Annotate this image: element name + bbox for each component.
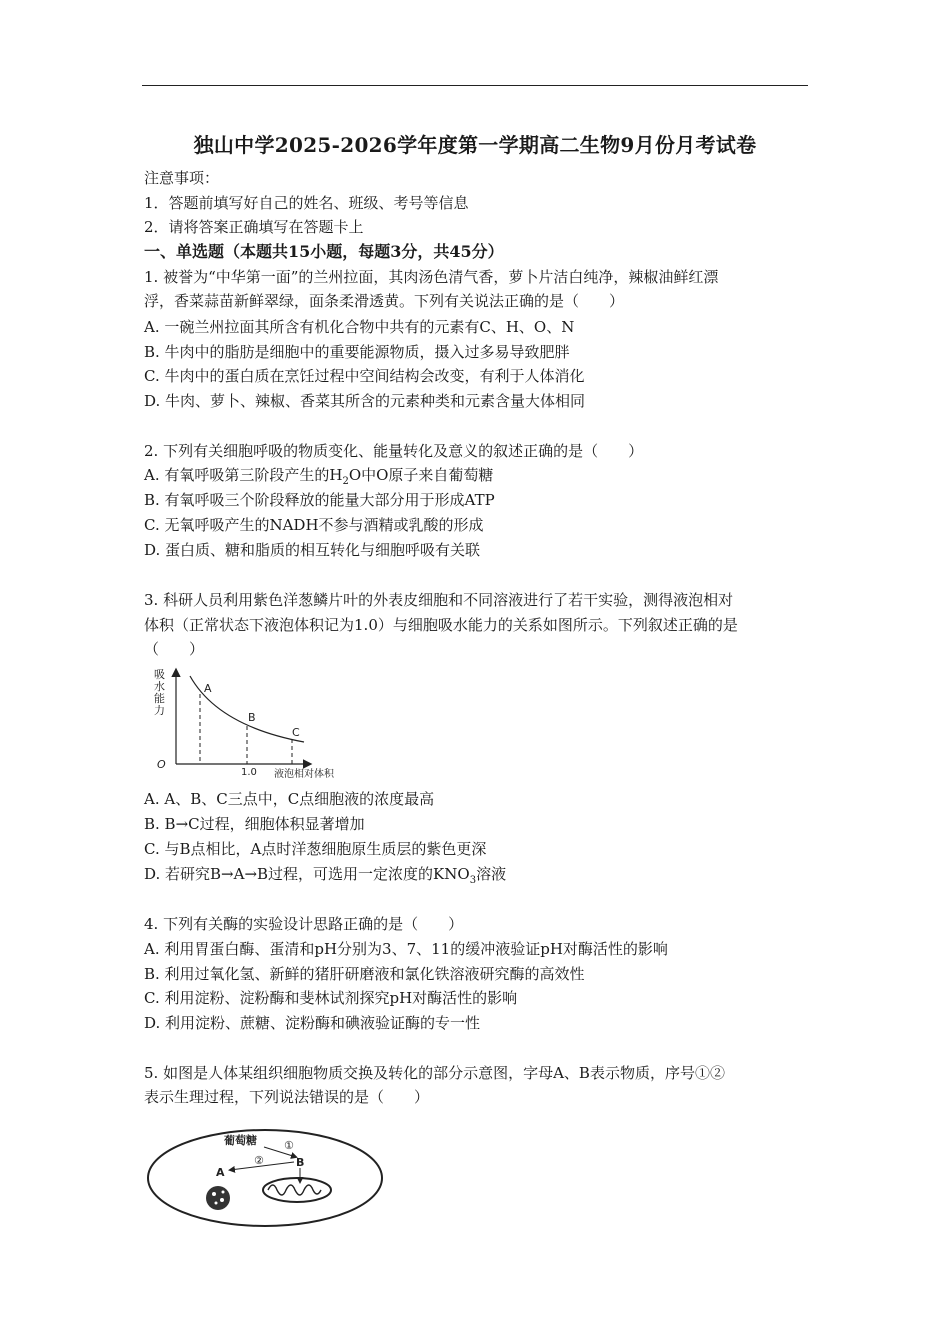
point-a-label: A (204, 682, 212, 695)
y-axis-label: 能 (154, 692, 165, 705)
q5-stem: 5. 如图是人体某组织细胞物质交换及转化的部分示意图，字母A、B表示物质，序号①② (144, 1064, 725, 1082)
q4-option-a: A. 利用胃蛋白酶、蛋清和pH分别为3、7、11的缓冲液验证pH对酶活性的影响 (144, 940, 668, 958)
y-axis-label: 水 (154, 680, 165, 693)
q2-option-d: D. 蛋白质、糖和脂质的相互转化与细胞呼吸有关联 (144, 541, 481, 559)
b-label: B (296, 1156, 305, 1169)
q5-figure (144, 1124, 390, 1236)
q1-option-b: B. 牛肉中的脂肪是细胞中的重要能源物质，摄入过多易导致肥胖 (144, 343, 570, 361)
header-rule (142, 85, 808, 86)
q2-option-b: B. 有氧呼吸三个阶段释放的能量大部分用于形成ATP (144, 491, 495, 509)
q5-stem: 表示生理过程，下列说法错误的是（ ） (144, 1088, 430, 1106)
q2-option-a: A. 有氧呼吸第三阶段产生的$H_2O$中O原子来自葡萄糖 (144, 466, 494, 487)
q1-stem: 1. 被誉为“中华第一面”的兰州拉面，其肉汤色清气香，萝卜片洁白纯净，辣椒油鲜红漂 (144, 268, 719, 286)
point-c-label: C (292, 726, 300, 739)
step-1-label: ① (284, 1139, 294, 1152)
q3-option-d: D. 若研究B→A→B过程，可选用一定浓度的$KNO_3$溶液 (144, 865, 507, 886)
step-2-label: ② (254, 1154, 264, 1167)
mitochondrion (263, 1178, 331, 1202)
q4-stem: 4. 下列有关酶的实验设计思路正确的是（ ） (144, 915, 464, 933)
q3-stem: 3. 科研人员利用紫色洋葱鳞片叶的外表皮细胞和不同溶液进行了若干实验，测得液泡相对 (144, 591, 734, 609)
q1-option-a: A. 一碗兰州拉面其所含有机化合物中共有的元素有C、H、O、N (144, 318, 575, 336)
section-heading: 一、单选题（本题共15小题，每题3分，共45分） (144, 242, 504, 261)
origin-label: O (157, 758, 166, 771)
q2-option-c: C. 无氧呼吸产生的NADH不参与酒精或乳酸的形成 (144, 516, 484, 534)
exam-title: 独山中学2025-2026学年度第一学期高二生物9月份月考试卷 (193, 133, 757, 157)
notice-item: 1．答题前填写好自己的姓名、班级、考号等信息 (144, 194, 469, 212)
a-label: A (216, 1166, 225, 1179)
q4-option-b: B. 利用过氧化氢、新鲜的猪肝研磨液和氯化铁溶液研究酶的高效性 (144, 965, 585, 983)
q4-option-d: D. 利用淀粉、蔗糖、淀粉酶和碘液验证酶的专一性 (144, 1014, 481, 1032)
x-axis-label: 液泡相对体积 (274, 769, 334, 780)
q3-option-b: B. B→C过程，细胞体积显著增加 (144, 815, 365, 833)
q1-option-d: D. 牛肉、萝卜、辣椒、香菜其所含的元素种类和元素含量大体相同 (144, 392, 586, 410)
glucose-label: 葡萄糖 (224, 1134, 257, 1147)
tick-label: 1.0 (241, 767, 257, 778)
y-axis-label: 吸 (154, 668, 165, 681)
point-b-label: B (248, 711, 256, 724)
notice-header: 注意事项： (144, 169, 220, 187)
q3-stem: 体积（正常状态下液泡体积记为1.0）与细胞吸水能力的关系如图所示。下列叙述正确的是 (144, 616, 738, 634)
q1-option-c: C. 牛肉中的蛋白质在烹饪过程中空间结构会改变，有利于人体消化 (144, 367, 585, 385)
q3-option-a: A. A、B、C三点中，C点细胞液的浓度最高 (144, 790, 435, 808)
q3-option-c: C. 与B点相比，A点时洋葱细胞原生质层的紫色更深 (144, 840, 487, 858)
q3-figure (146, 664, 366, 784)
cell-outline (148, 1130, 382, 1226)
nucleus (206, 1186, 230, 1210)
notice-item: 2．请将答案正确填写在答题卡上 (144, 218, 364, 236)
y-axis-label: 力 (154, 704, 165, 717)
q1-stem: 浮，香菜蒜苗新鲜翠绿，面条柔滑透黄。下列有关说法正确的是（ ） (144, 292, 625, 310)
q4-option-c: C. 利用淀粉、淀粉酶和斐林试剂探究pH对酶活性的影响 (144, 989, 518, 1007)
q3-stem: （ ） (144, 640, 205, 658)
q2-stem: 2. 下列有关细胞呼吸的物质变化、能量转化及意义的叙述正确的是（ ） (144, 442, 644, 460)
